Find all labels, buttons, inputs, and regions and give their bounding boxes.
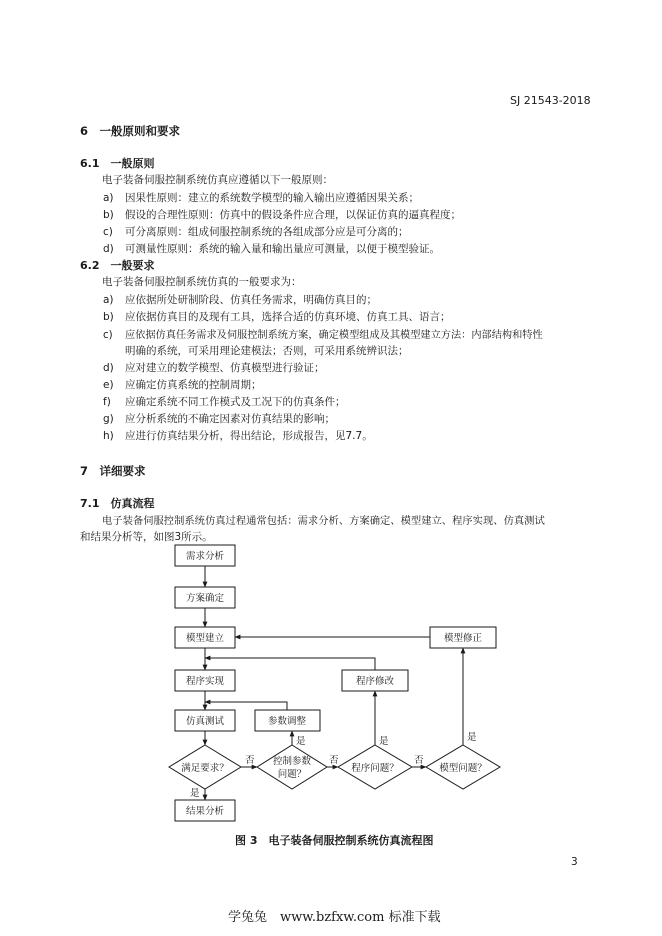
loop-prog-fix-to-impl (205, 658, 375, 670)
list-text: 应对建立的数学模型、仿真模型进行验证； (125, 362, 325, 374)
list-item (103, 241, 440, 256)
label-no-2: 否 (329, 755, 339, 766)
box-simulation-test-label: 仿真测试 (185, 716, 225, 727)
section-6-1-heading: 6.1 一般原则 (80, 157, 155, 170)
list-item (103, 224, 409, 239)
label-yes-4: 是 (190, 788, 200, 799)
list-text: 可分离原则：组成伺服控制系统的各组成部分应是可分离的； (125, 226, 409, 238)
list-text: 可测量性原则：系统的输入量和输出量应可测量，以便于模型验证。 (125, 243, 440, 255)
box-model-building-label: 模型建立 (185, 633, 225, 644)
list-marker: d) (103, 243, 114, 255)
list-text: 因果性原则：建立的系统数学模型的输入输出应遵循因果关系； (125, 192, 419, 204)
list-text: 应进行仿真结果分析，得出结论，形成报告，见7.7。 (125, 430, 373, 442)
list-item (103, 309, 451, 324)
section-7-heading: 7 详细要求 (80, 464, 146, 478)
decision-control-parameter (257, 745, 327, 789)
list-marker: a) (103, 192, 114, 204)
document-code: SJ 21543-2018 (510, 94, 591, 107)
box-result-analysis-label: 结果分析 (185, 806, 225, 817)
page-number: 3 (571, 856, 578, 868)
section-6-2-intro: 电子装备伺服控制系统仿真的一般要求为： (102, 276, 302, 288)
section-7-1-paragraph-line-2: 和结果分析等，如图3所示。 (80, 531, 213, 543)
list-text: 应分析系统的不确定因素对仿真结果的影响； (125, 413, 335, 425)
list-item (103, 394, 346, 409)
list-item (103, 428, 373, 443)
section-6-1-intro: 电子装备伺服控制系统仿真应遵循以下一般原则： (102, 174, 333, 186)
list-marker: e) (103, 379, 114, 391)
figure-caption: 图 3 电子装备伺服控制系统仿真流程图 (235, 834, 434, 847)
list-text: 应依据仿真任务需求及伺服控制系统方案，确定模型组成及其模型建立方法：内部结构和特性 (125, 330, 543, 341)
list-text: 应确定系统不同工作模式及工况下的仿真条件； (125, 396, 346, 408)
label-yes-2: 是 (379, 736, 389, 747)
box-requirement-analysis-label: 需求分析 (185, 551, 225, 562)
box-scheme-determination-label: 方案确定 (185, 593, 225, 604)
list-text: 假设的合理性原则：仿真中的假设条件应合理，以保证仿真的逼真程度； (125, 209, 461, 221)
list-text: 应依据仿真目的及现有工具，选择合适的仿真环境、仿真工具、语言； (125, 311, 451, 323)
section-7-1-paragraph-line-1: 电子装备伺服控制系统仿真过程通常包括：需求分析、方案确定、模型建立、程序实现、仿真测试 (102, 515, 545, 527)
decision-meets-requirement-label: 满足要求？ (181, 763, 229, 774)
list-marker: b) (103, 311, 114, 323)
decision-program-problem-label: 程序问题？ (351, 763, 399, 774)
label-no-1: 否 (245, 755, 255, 766)
section-7-1-heading: 7.1 仿真流程 (80, 497, 155, 510)
section-6-heading: 6 一般原则和要求 (80, 124, 181, 138)
list-text: 应依据所处研制阶段、仿真任务需求，明确仿真目的； (125, 294, 377, 306)
label-yes-1: 是 (296, 736, 306, 747)
box-parameter-tuning-label: 参数调整 (267, 716, 307, 727)
box-program-implementation-label: 程序实现 (185, 676, 225, 687)
list-item (103, 377, 262, 392)
list-item-continuation: 明确的系统，可采用理论建模法；否则，可采用系统辨识法； (125, 345, 409, 357)
label-yes-3: 是 (467, 732, 477, 743)
list-item (103, 190, 419, 205)
decision-model-problem-label: 模型问题？ (439, 763, 487, 774)
list-item (103, 360, 325, 375)
list-marker: d) (103, 362, 114, 374)
section-6-2-heading: 6.2 一般要求 (80, 259, 155, 272)
decision-control-parameter-label-2: 问题？ (277, 769, 307, 780)
list-marker: c) (103, 226, 113, 238)
box-model-correction-label: 模型修正 (443, 633, 483, 644)
list-marker: c) (103, 330, 113, 341)
decision-control-parameter-label-1: 控制参数 (272, 756, 312, 767)
list-item (103, 207, 461, 222)
list-item (103, 292, 377, 307)
list-marker: g) (103, 413, 114, 425)
footer-watermark: 学兔兔 www.bzfxw.com 标准下载 (228, 910, 441, 925)
loop-tuning-to-impl (205, 702, 287, 710)
list-text: 应确定仿真系统的控制周期； (125, 379, 262, 391)
list-marker: a) (103, 294, 114, 306)
label-no-3: 否 (414, 755, 424, 766)
list-marker: b) (103, 209, 114, 221)
list-item (103, 411, 335, 426)
box-program-modification-label: 程序修改 (355, 676, 395, 687)
simulation-flowchart (160, 543, 520, 833)
list-item (103, 326, 543, 341)
list-marker: h) (103, 430, 114, 442)
list-marker: f) (103, 396, 111, 408)
